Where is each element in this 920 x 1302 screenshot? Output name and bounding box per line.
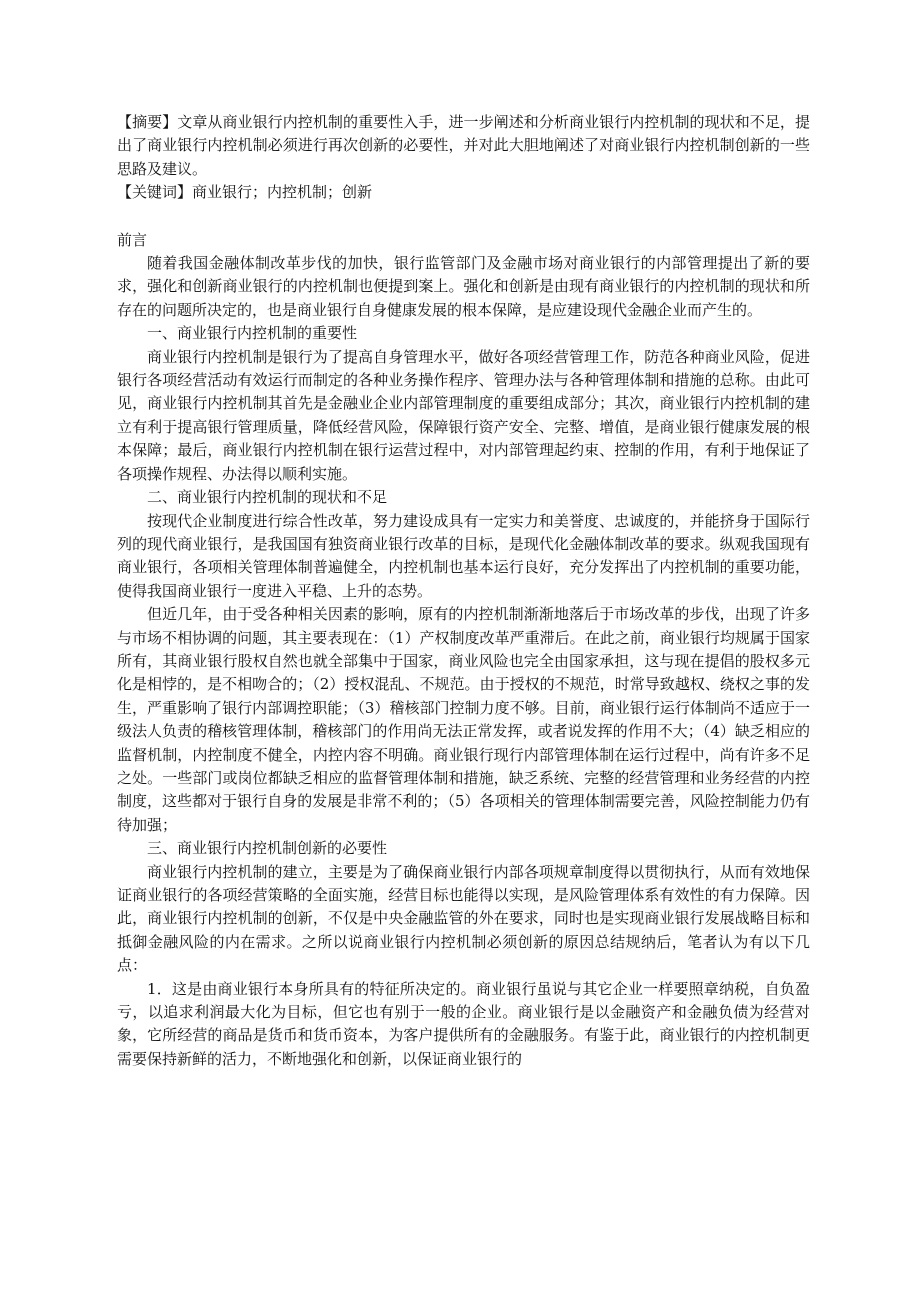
section3-heading: 三、商业银行内控机制创新的必要性 <box>147 839 388 858</box>
section1-paragraph: 商业银行内控机制是银行为了提高自身管理水平，做好各项经营管理工作，防范各种商业风险，促进银行各项经营活动有效运行而制定的各种业务操作程序、管理办法与各种管理体制和措施的总称。由此可见，商业银行内控机制其首先是金融业企业内部管理制度的重要组成部分；其次，商业银行内控机制的建立有利于提高银行管理质量，降低经营风险，保障银行资产安全、完整、增值，是商业银行健康发展的根本保障；最后，商业银行内控机制在银行运营过程中，对内部管理起约束、控制的作用，有利于地保证了各项操作规程、办法得以顺利实施。 <box>117 347 810 483</box>
document-body <box>117 111 810 1071</box>
intro-paragraph: 随着我国金融体制改革步伐的加快，银行监管部门及金融市场对商业银行的内部管理提出了新的要求，强化和创新商业银行的内控机制也便提到案上。强化和创新是由现有商业银行的内控机制的现状和所存在的问题所决定的，也是商业银行自身健康发展的根本保障，是应建设现代金融企业而产生的。 <box>117 254 810 319</box>
point1-paragraph: 1．这是由商业银行本身所具有的特征所决定的。商业银行虽说与其它企业一样要照章纳税，自负盈亏，以追求利润最大化为目标，但它也有别于一般的企业。商业银行是以金融资产和金融负债为经营对象，它所经营的商品是货币和货币资本，为客户提供所有的金融服务。有鉴于此，商业银行的内控机制更需要保持新鲜的活力，不断地强化和创新，以保证商业银行的 <box>117 979 810 1068</box>
section3-paragraph: 商业银行内控机制的建立，主要是为了确保商业银行内部各项规章制度得以贯彻执行，从而有效地保证商业银行的各项经营策略的全面实施，经营目标也能得以实现，是风险管理体系有效性的有力保障。因此，商业银行内控机制的创新，不仅是中央金融监管的外在要求，同时也是实现商业银行发展战略目标和抵御金融风险的内在需求。之所以说商业银行内控机制必须创新的原因总结规纳后，笔者认为有以下几点： <box>117 862 810 975</box>
keywords-line: 【关键词】商业银行；内控机制；创新 <box>117 183 373 202</box>
section2-paragraph-1: 按现代企业制度进行综合性改革，努力建设成具有一定实力和美誉度、忠诚度的，并能挤身于国际行列的现代商业银行，是我国国有独资商业银行改革的目标，是现代化金融体制改革的要求。纵观我国现有商业银行，各项相关管理体制普遍健全，内控机制也基本运行良好，充分发挥出了内控机制的重要功能，使得我国商业银行一度进入平稳、上升的态势。 <box>117 511 810 600</box>
intro-heading: 前言 <box>117 230 148 249</box>
abstract-paragraph: 【摘要】文章从商业银行内控机制的重要性入手，进一步阐述和分析商业银行内控机制的现状和不足，提出了商业银行内控机制必须进行再次创新的必要性，并对此大胆地阐述了对商业银行内控机制创新的一些思路及建议。 <box>117 113 810 178</box>
section2-heading: 二、商业银行内控机制的现状和不足 <box>147 488 388 507</box>
section2-paragraph-2: 但近几年，由于受各种相关因素的影响，原有的内控机制渐渐地落后于市场改革的步伐，出现了许多与市场不相协调的问题，其主要表现在：（1）产权制度改革严重滞后。在此之前，商业银行均规属于国家所有，其商业银行股权自然也就全部集中于国家，商业风险也完全由国家承担，这与现在提倡的股权多元化是相悖的，是不相吻合的；（2）授权混乱、不规范。由于授权的不规范，时常导致越权、绕权之事的发生，严重影响了银行内部调控职能；（3）稽核部门控制力度不够。目前，商业银行运行体制尚不适应于一级法人负责的稽核管理体制，稽核部门的作用尚无法正常发挥，或者说发挥的作用不大；（4）缺乏相应的监督机制，内控制度不健全，内控内容不明确。商业银行现行内部管理体制在运行过程中，尚有许多不足之处。一些部门或岗位都缺乏相应的监督管理体制和措施，缺乏系统、完整的经营管理和业务经营的内控制度，这些都对于银行自身的发展是非常不利的；（5）各项相关的管理体制需要完善，风险控制能力仍有待加强； <box>117 605 810 834</box>
section1-heading: 一、商业银行内控机制的重要性 <box>147 324 358 343</box>
spacer <box>117 205 810 229</box>
